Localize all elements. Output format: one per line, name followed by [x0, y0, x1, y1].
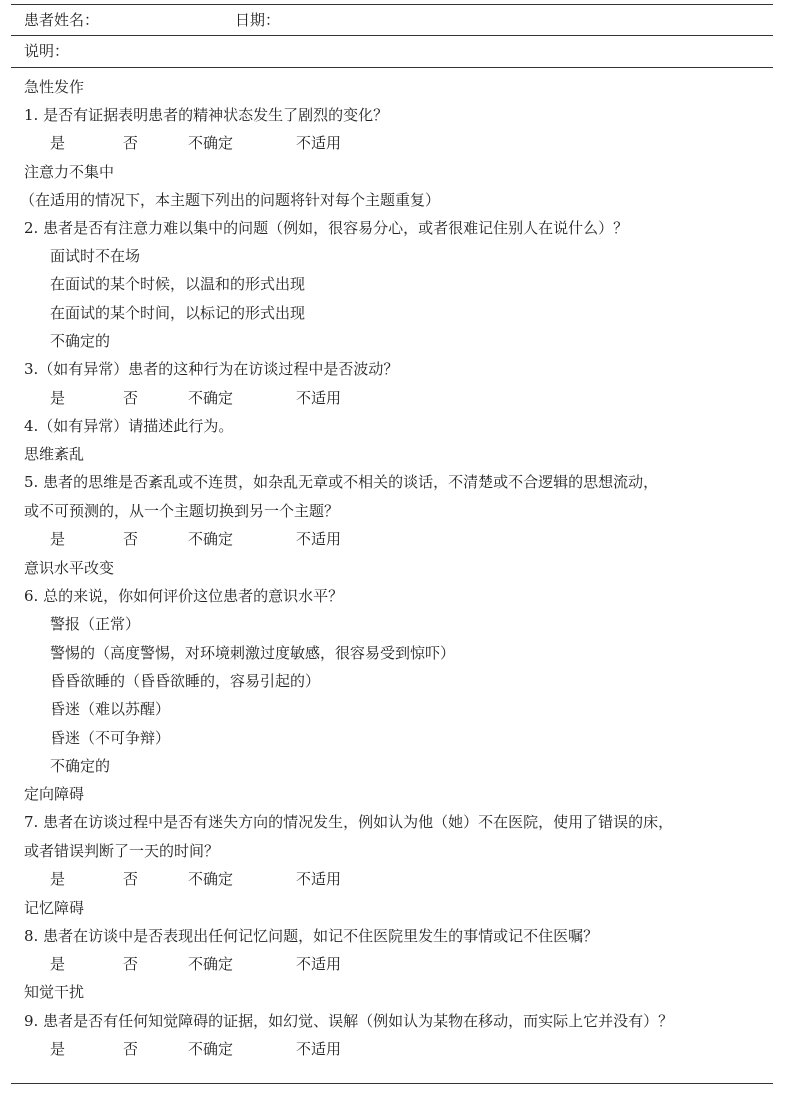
question-8: 8. 患者在访谈中是否表现出任何记忆问题，如记不住医院里发生的事情或记不住医嘱？	[24, 927, 599, 945]
option-no[interactable]: 否	[123, 134, 139, 152]
option-na[interactable]: 不适用	[296, 530, 342, 548]
question-5-line2: 或不可预测的，从一个主题切换到另一个主题？	[24, 502, 340, 520]
option-no[interactable]: 否	[123, 389, 139, 407]
section-title: 记忆障碍	[24, 899, 85, 917]
bottom-rule	[11, 1083, 773, 1084]
choice-q6-a[interactable]: 警报（正常）	[50, 615, 141, 633]
option-unsure[interactable]: 不确定	[188, 134, 234, 152]
section-title: 急性发作	[24, 78, 85, 96]
choice-q2-c[interactable]: 在面试的某个时间，以标记的形式出现	[50, 304, 306, 322]
option-no[interactable]: 否	[123, 870, 139, 888]
question-2: 2. 患者是否有注意力难以集中的问题（例如，很容易分心，或者很难记住别人在说什么）？	[24, 219, 629, 237]
question-9: 9. 患者是否有任何知觉障碍的证据，如幻觉、误解（例如认为某物在移动，而实际上它并没有）？	[24, 1012, 674, 1030]
option-na[interactable]: 不适用	[296, 389, 342, 407]
option-unsure[interactable]: 不确定	[188, 870, 234, 888]
option-unsure[interactable]: 不确定	[188, 955, 234, 973]
option-na[interactable]: 不适用	[296, 134, 342, 152]
option-unsure[interactable]: 不确定	[188, 530, 234, 548]
question-4: 4.（如有异常）请描述此行为。	[24, 417, 234, 435]
question-3: 3.（如有异常）患者的这种行为在访谈过程中是否波动？	[24, 360, 399, 378]
option-yes[interactable]: 是	[50, 134, 66, 152]
option-na[interactable]: 不适用	[296, 870, 342, 888]
option-unsure[interactable]: 不确定	[188, 1040, 234, 1058]
note-rule	[11, 67, 773, 68]
choice-q2-b[interactable]: 在面试的某个时候，以温和的形式出现	[50, 275, 306, 293]
option-no[interactable]: 否	[123, 1040, 139, 1058]
patient-name-label: 患者姓名：	[24, 11, 100, 29]
option-yes[interactable]: 是	[50, 870, 66, 888]
section-title: 意识水平改变	[24, 559, 115, 577]
option-no[interactable]: 否	[123, 955, 139, 973]
section-title: 定向障碍	[24, 785, 85, 803]
section-title: 注意力不集中	[24, 163, 115, 181]
option-unsure[interactable]: 不确定	[188, 389, 234, 407]
choice-q2-d[interactable]: 不确定的	[50, 332, 111, 350]
choice-q6-b[interactable]: 警惕的（高度警惕，对环境刺激过度敏感，很容易受到惊吓）	[50, 644, 456, 662]
note-label: 说明：	[24, 42, 70, 60]
choice-q6-f[interactable]: 不确定的	[50, 757, 111, 775]
option-yes[interactable]: 是	[50, 530, 66, 548]
section-note: （在适用的情况下，本主题下列出的问题将针对每个主题重复）	[20, 191, 441, 209]
option-yes[interactable]: 是	[50, 1040, 66, 1058]
date-label: 日期：	[235, 11, 281, 29]
choice-q6-c[interactable]: 昏昏欲睡的（昏昏欲睡的，容易引起的）	[50, 672, 321, 690]
option-yes[interactable]: 是	[50, 389, 66, 407]
choice-q6-e[interactable]: 昏迷（不可争辩）	[50, 729, 171, 747]
option-no[interactable]: 否	[123, 530, 139, 548]
question-5-line1: 5. 患者的思维是否紊乱或不连贯，如杂乱无章或不相关的谈话，不清楚或不合逻辑的思想流动，	[24, 473, 659, 491]
top-rule	[11, 4, 773, 5]
question-6: 6. 总的来说，你如何评价这位患者的意识水平？	[24, 587, 344, 605]
option-yes[interactable]: 是	[50, 955, 66, 973]
section-title: 思维紊乱	[24, 445, 85, 463]
choice-q2-a[interactable]: 面试时不在场	[50, 247, 141, 265]
question-1: 1. 是否有证据表明患者的精神状态发生了剧烈的变化？	[24, 106, 389, 124]
option-na[interactable]: 不适用	[296, 955, 342, 973]
section-title: 知觉干扰	[24, 983, 85, 1001]
question-7-line2: 或者错误判断了一天的时间？	[24, 842, 220, 860]
header-rule	[11, 35, 773, 36]
option-na[interactable]: 不适用	[296, 1040, 342, 1058]
question-7-line1: 7. 患者在访谈过程中是否有迷失方向的情况发生，例如认为他（她）不在医院，使用了错误的床，	[24, 813, 674, 831]
choice-q6-d[interactable]: 昏迷（难以苏醒）	[50, 700, 171, 718]
